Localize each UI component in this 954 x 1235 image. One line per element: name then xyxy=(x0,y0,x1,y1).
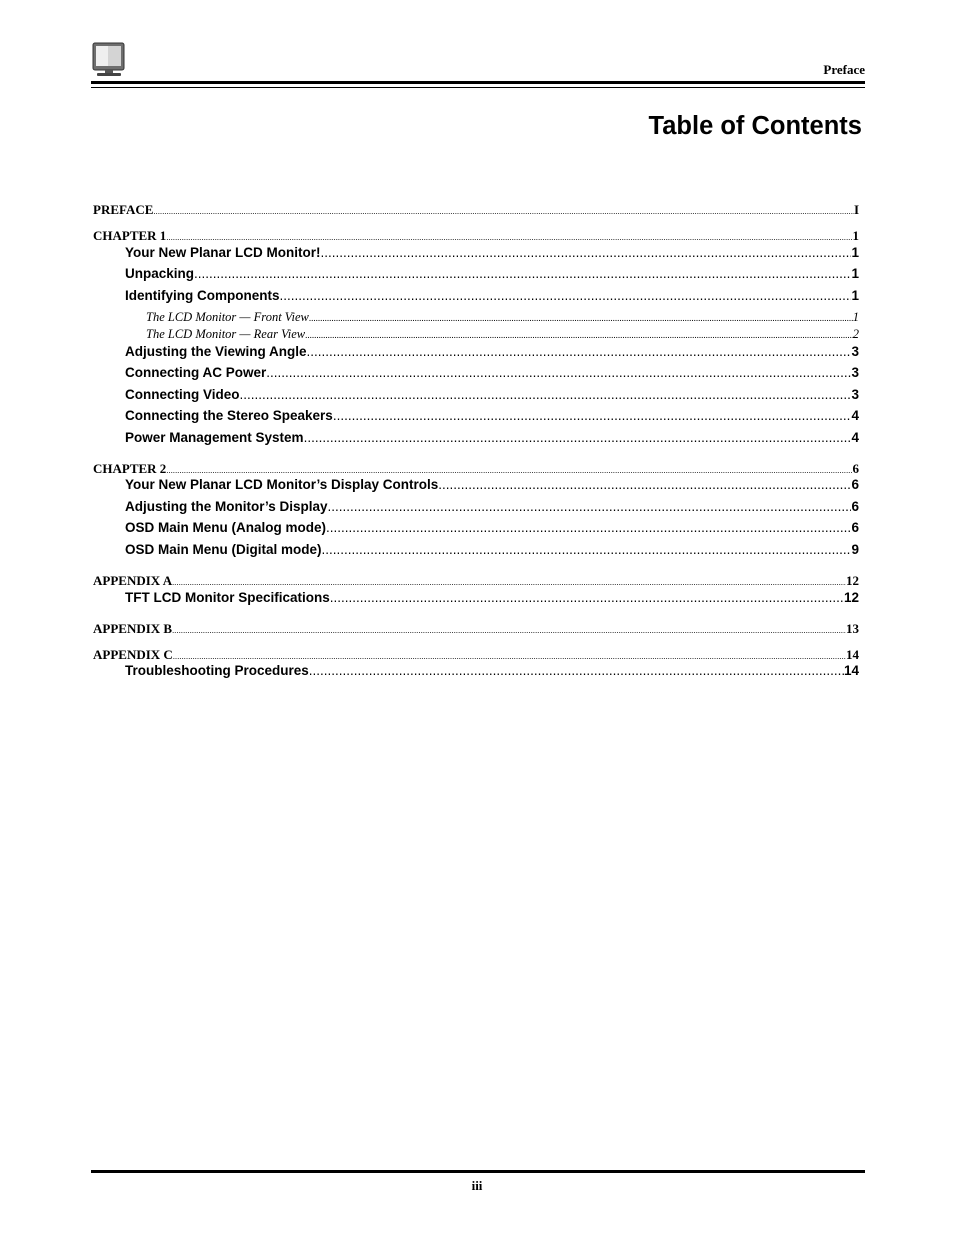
toc-entry-unpacking[interactable]: Unpacking ..... 1 xyxy=(125,266,859,281)
toc-entry-appendix-b[interactable]: APPENDIX B ..... 13 xyxy=(93,621,859,637)
toc-entry-chapter-1[interactable]: CHAPTER 1 ..... 1 xyxy=(93,228,859,244)
toc-entry-adjusting-monitor-display[interactable]: Adjusting the Monitor’s Display ..... 6 xyxy=(125,499,859,514)
toc-entry-adjusting-viewing-angle[interactable]: Adjusting the Viewing Angle ..... 3 xyxy=(125,344,859,359)
toc-entry-troubleshooting-procedures[interactable]: Troubleshooting Procedures ..... 14 xyxy=(125,663,859,678)
page-title: Table of Contents xyxy=(648,112,862,140)
header-rule-thin xyxy=(91,87,865,88)
toc-entry-power-management-system[interactable]: Power Management System ..... 4 xyxy=(125,430,859,445)
toc-entry-connecting-stereo-speakers[interactable]: Connecting the Stereo Speakers ..... 4 xyxy=(125,408,859,423)
toc-entry-connecting-ac-power[interactable]: Connecting AC Power ..... 3 xyxy=(125,365,859,380)
monitor-logo-icon xyxy=(92,42,126,78)
toc-entry-display-controls[interactable]: Your New Planar LCD Monitor’s Display Controls ..... 6 xyxy=(125,477,859,492)
toc-entry-appendix-a[interactable]: APPENDIX A ..... 12 xyxy=(93,573,859,589)
toc-entry-identifying-components[interactable]: Identifying Components ..... 1 xyxy=(125,288,859,303)
toc-entry-front-view[interactable]: The LCD Monitor — Front View ..... 1 xyxy=(146,310,859,325)
toc-entry-preface[interactable]: PREFACE ..... I xyxy=(93,202,859,218)
toc-entry-osd-digital[interactable]: OSD Main Menu (Digital mode) ..... 9 xyxy=(125,542,859,557)
toc-entry-appendix-c[interactable]: APPENDIX C ..... 14 xyxy=(93,647,859,663)
toc-entry-connecting-video[interactable]: Connecting Video ..... 3 xyxy=(125,387,859,402)
footer-rule xyxy=(91,1170,865,1173)
toc-entry-tft-lcd-specifications[interactable]: TFT LCD Monitor Specifications ..... 12 xyxy=(125,590,859,605)
toc-entry-osd-analog[interactable]: OSD Main Menu (Analog mode) ..... 6 xyxy=(125,520,859,535)
toc-entry-your-new-planar-lcd-monitor[interactable]: Your New Planar LCD Monitor! ..... 1 xyxy=(125,245,859,260)
toc-entry-rear-view[interactable]: The LCD Monitor — Rear View ..... 2 xyxy=(146,327,859,342)
page-number: iii xyxy=(471,1178,483,1193)
header-rule xyxy=(91,81,865,84)
toc-entry-chapter-2[interactable]: CHAPTER 2 ..... 6 xyxy=(93,461,859,477)
running-head: Preface xyxy=(823,62,865,77)
